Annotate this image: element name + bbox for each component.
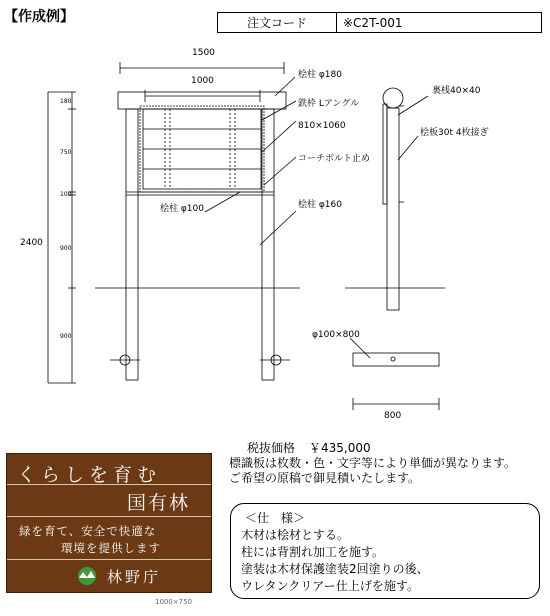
price-note-2: ご希望の原稿で御見積いたします。 [229, 471, 421, 485]
spec-title: ＜仕 様＞ [245, 511, 306, 525]
label-iron-frame: 鉄枠 Lアングル [298, 99, 360, 109]
spec-item: 塗装は木材保護塗装2回塗りの後、 [241, 562, 429, 576]
price-block [229, 441, 516, 486]
price-note-1: 標識板は枚数・色・文字等により単価が異なります。 [229, 456, 517, 470]
sign-divider [7, 516, 211, 517]
sign-text-line4: 環境を提供します [61, 541, 161, 555]
sign-size-note: 1000×750 [155, 598, 193, 606]
side-post-top [383, 88, 403, 108]
sign-sample [6, 453, 212, 593]
dim-width-inner: 1000 [191, 76, 214, 86]
spec-box [230, 503, 540, 599]
spec-item: 柱には背割れ加工を施す。 [241, 545, 385, 559]
spec-item: ウレタンクリアー仕上げを施す。 [241, 579, 419, 593]
dim-seg-top: 180 [60, 98, 72, 105]
right-post [262, 109, 274, 380]
sign-divider [7, 484, 211, 485]
dim-seg-mid: 900 [60, 245, 72, 252]
side-board [383, 104, 387, 204]
sign-divider [7, 559, 211, 560]
page-title: 【作成例】 [4, 9, 74, 25]
price-label: 税抜価格 [247, 441, 296, 455]
label-base: φ100×800 [312, 330, 360, 340]
dim-seg-gap: 100 [60, 191, 72, 198]
label-top-post: 桧柱 φ180 [298, 70, 342, 80]
label-coach-bolt: コーチボルト止め [298, 154, 371, 164]
label-back-rail: 裏桟40×40 [432, 86, 481, 96]
sign-text-line1: くらしを育む [17, 464, 162, 486]
order-code-box [217, 12, 542, 33]
left-post [126, 109, 138, 380]
dim-seg-panel: 750 [60, 149, 72, 156]
dim-base-width: 800 [384, 411, 402, 421]
sign-text-line3: 緑を育て、安全で快適な [19, 524, 157, 538]
sign-agency-name: 林野庁 [107, 568, 162, 586]
sign-text-line2: 国有林 [127, 492, 191, 514]
price-line [229, 441, 516, 456]
forestry-agency-logo-icon [75, 566, 99, 586]
top-beam [118, 92, 286, 109]
order-code-label: 注文コード [218, 13, 337, 32]
label-small-post: 桧柱 φ100 [160, 204, 204, 214]
dim-height-total: 2400 [20, 238, 43, 248]
label-main-post: 桧柱 φ160 [298, 200, 342, 210]
dim-width-outer: 1500 [192, 48, 215, 58]
label-panel-size: 810×1060 [298, 121, 346, 131]
base-beam [353, 353, 439, 366]
side-post [387, 108, 399, 310]
technical-drawing [0, 40, 550, 430]
spec-item: 木材は桧材とする。 [241, 528, 350, 542]
order-code-value: ※C2T-001 [343, 15, 403, 30]
price-value: ￥435,000 [309, 441, 371, 455]
dim-seg-bottom: 900 [60, 333, 72, 340]
label-board: 桧板30t 4枚接ぎ [420, 128, 489, 138]
